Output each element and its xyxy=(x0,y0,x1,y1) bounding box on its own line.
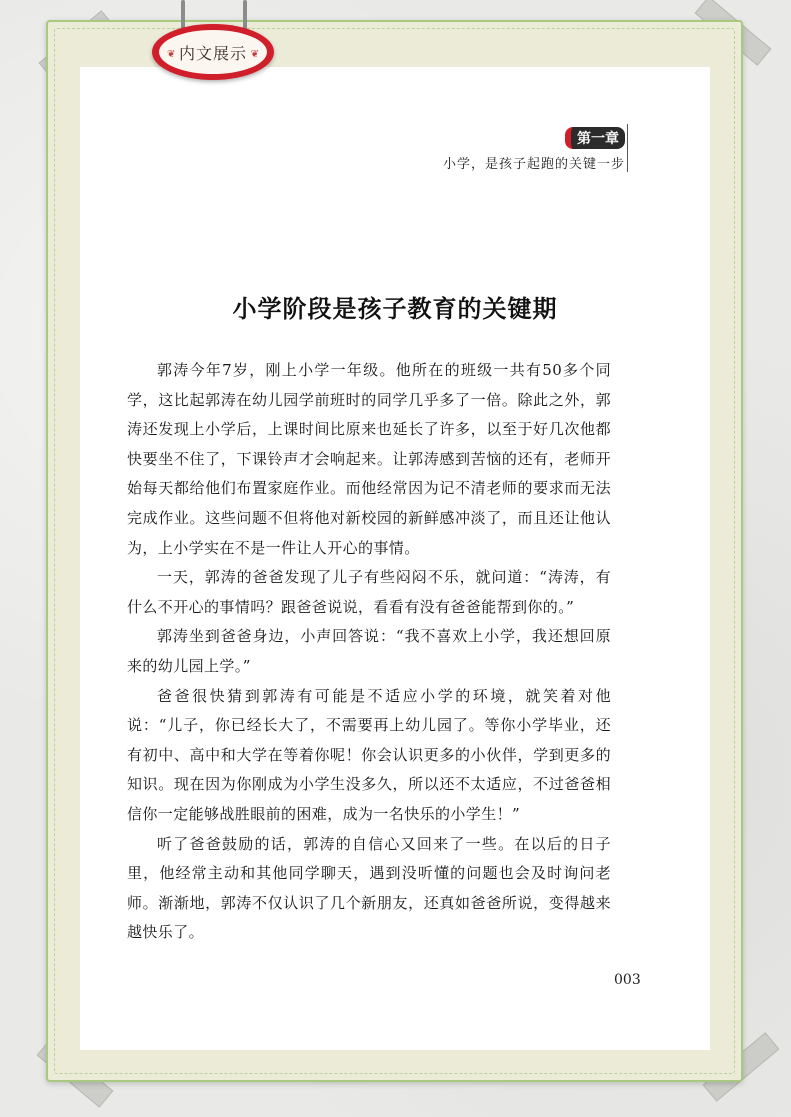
article-title: 小学阶段是孩子教育的关键期 xyxy=(232,294,558,323)
paragraph: 听了爸爸鼓励的话，郭涛的自信心又回来了一些。在以后的日子里，他经常主动和其他同学聊天，遇到没听懂的问题也会及时询问老师。渐渐地，郭涛不仅认识了几个新朋友，还真如爸爸所说，变得越来越快乐了。 xyxy=(127,834,611,942)
chapter-header xyxy=(443,127,625,172)
badge-label: 内文展示 xyxy=(178,43,247,63)
paragraph: 一天，郭涛的爸爸发现了儿子有些闷闷不乐，就问道：“涛涛，有什么不开心的事情吗？跟爸爸说说，看看有没有爸爸能帮到你的。” xyxy=(127,568,611,616)
section-badge xyxy=(152,24,274,80)
article-body xyxy=(127,356,611,948)
badge-inner xyxy=(158,29,268,75)
chapter-divider xyxy=(627,124,628,172)
paragraph: 爸爸很快猜到郭涛有可能是不适应小学的环境，就笑着对他说：“儿子，你已经长大了，不需要再上幼儿园了。等你小学毕业，还有初中、高中和大学在等着你呢！你会认识更多的小伙伴，学到更多的知识。现在因为你刚成为小学生没多久，所以还不太适应，不过爸爸相信你一定能够战胜眼前的困难，成为一名快乐的小学生！” xyxy=(127,686,611,823)
ornament-icon: ❦ xyxy=(167,49,176,60)
page-number: 003 xyxy=(614,972,641,988)
paragraph: 郭涛坐到爸爸身边，小声回答说：“我不喜欢上小学，我还想回原来的幼儿园上学。” xyxy=(127,627,611,675)
hanging-string xyxy=(243,0,247,30)
chapter-label: 第一章 xyxy=(565,127,625,149)
chapter-subtitle: 小学，是孩子起跑的关键一步 xyxy=(442,157,625,172)
paragraph: 郭涛今年7岁，刚上小学一年级。他所在的班级一共有50多个同学，这比起郭涛在幼儿园学前班时的同学几乎多了一倍。除此之外，郭涛还发现上小学后，上课时间比原来也延长了许多，以至于好几次他都快要坐不住了，下课铃声才会响起来。让郭涛感到苦恼的还有，老师开始每天都给他们布置家庭作业。而他经常因为记不清老师的要求而无法完成作业。这些问题不但将他对新校园的新鲜感冲淡了，而且还让他认为，上小学实在不是一件让人开心的事情。 xyxy=(127,361,611,557)
hanging-string xyxy=(181,0,185,30)
ornament-icon: ❦ xyxy=(250,49,259,60)
